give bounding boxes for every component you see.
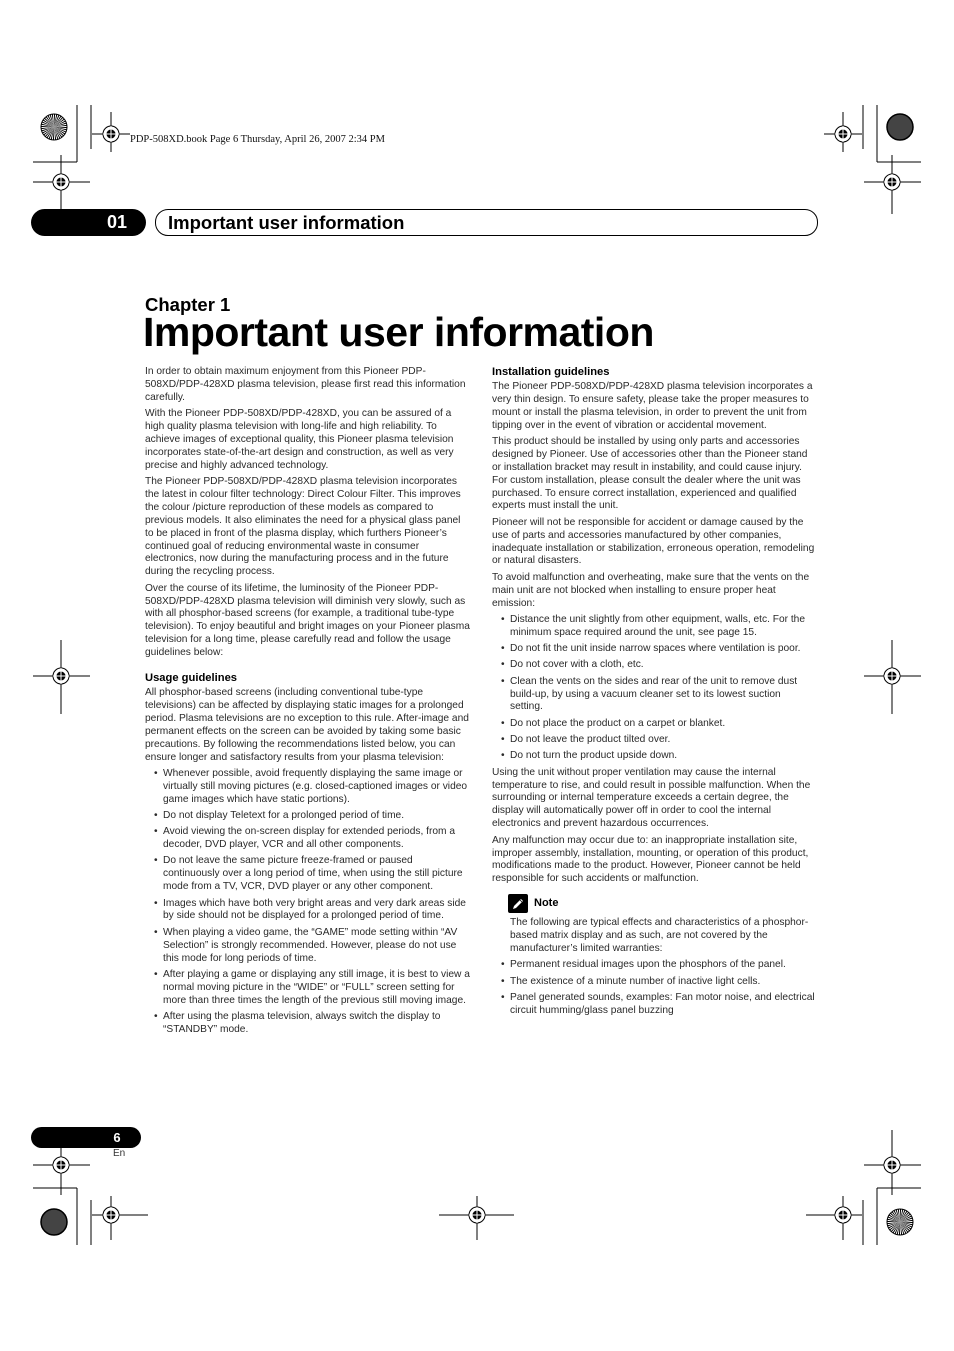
chapter-number: 01 — [107, 212, 128, 232]
pencil-note-icon — [508, 894, 528, 913]
print-header: PDP-508XD.book Page 6 Thursday, April 26, 2007 2:34 PM — [130, 134, 385, 145]
paragraph: With the Pioneer PDP-508XD/PDP-428XD, you can be assured of a high quality plasma television with long-life and high reliability. To achieve images of exceptional quality, this Pioneer plasma television incorporates state-of-the-art design and construction, as well as very precise and highly advanced technology. — [145, 408, 454, 471]
list-item: • Do not turn the product upside down. — [492, 750, 816, 763]
screen-target-icon — [887, 114, 913, 140]
registration-target-icon — [103, 1207, 119, 1223]
paragraph: Over the course of its lifetime, the luminosity of the Pioneer PDP-508XD/PDP-428XD plasma television will diminish very slowly, such as with all phosphor-based screens (for example, a traditional tube-type television). To enjoy beautiful and bright images on your Pioneer plasma television for a long time, please carefully read and follow the usage guidelines below: — [145, 582, 470, 659]
list-item: • Do not display Teletext for a prolonged period of time. — [145, 810, 470, 823]
list-item: • Distance the unit slightly from other equipment, walls, etc. For the minimum space required around the unit, see page 15. — [492, 614, 816, 640]
page-title: Important user information — [143, 309, 654, 355]
list-item: • After using the plasma television, always switch the display to “STANDBY” mode. — [145, 1011, 470, 1037]
page-number: 6 — [113, 1130, 121, 1145]
chapter-tab-title: Important user information — [168, 212, 405, 233]
paragraph: To avoid malfunction and overheating, make sure that the vents on the main unit are not blocked when installing to ensure proper heat emission: — [492, 571, 810, 609]
note-list — [492, 959, 816, 1017]
registration-target-icon — [103, 126, 119, 142]
list-item: • Do not fit the unit inside narrow spaces where ventilation is poor. — [492, 643, 816, 656]
list-item: • Do not cover with a cloth, etc. — [492, 659, 816, 672]
list-item: • Panel generated sounds, examples: Fan motor noise, and electrical circuit humming/glass panel buzzing — [492, 992, 816, 1018]
installation-guidelines-heading: Installation guidelines — [492, 366, 610, 378]
paragraph: In order to obtain maximum enjoyment from this Pioneer PDP-508XD/PDP-428XD plasma television, please first read this information carefully. — [145, 366, 466, 403]
star-target-icon — [887, 1209, 913, 1235]
paragraph: Any malfunction may occur due to: an inappropriate installation site, improper assembly, installation, mounting, or operation of this product, modifications made to the product. However, Pioneer cannot be held responsible for such accidents or malfunction. — [492, 834, 809, 885]
paragraph: All phosphor-based screens (including conventional tube-type televisions) can be affected by displaying static images for a prolonged period. Plasma televisions are no exception to this rule. After-image and permanent effects on the screen can be avoided by taking some basic precautions. By following the recommendations listed below, you can ensure longer and satisfactory results from your plasma television: — [145, 687, 469, 763]
note-title: Note — [534, 897, 559, 910]
registration-target-icon — [53, 668, 69, 684]
registration-target-icon — [884, 1157, 900, 1173]
note-header — [508, 894, 816, 913]
list-item: • Avoid viewing the on-screen display for extended periods, from a decoder, DVD player, VCR and all other components. — [145, 826, 470, 852]
list-item: • Do not leave the same picture freeze-framed or paused continuously over a long period of time, when using the still picture mode from a TV, VCR, DVD player or any other component. — [145, 855, 470, 894]
registration-target-icon — [835, 1207, 851, 1223]
registration-target-icon — [53, 174, 69, 190]
list-item: • When playing a video game, the “GAME” mode setting within “AV Selection” is strongly recommended. However, please do not use this mode for long periods of time. — [145, 927, 470, 966]
registration-target-icon — [469, 1207, 485, 1223]
registration-target-icon — [884, 668, 900, 684]
registration-target-icon — [53, 1157, 69, 1173]
registration-target-icon — [835, 126, 851, 142]
list-item: • After playing a game or displaying any still image, it is best to view a normal moving picture in the “WIDE” or “FULL” screen setting for more than three times the length of the previous still moving image. — [145, 969, 470, 1008]
chapter-label: Chapter 1 — [145, 294, 231, 315]
screen-target-icon — [41, 1209, 67, 1235]
list-item: • The existence of a minute number of inactive light cells. — [492, 976, 816, 989]
list-item: • Images which have both very bright areas and very dark areas side by side should not be displayed for a prolonged period of time. — [145, 898, 470, 924]
note-body: The following are typical effects and characteristics of a phosphor-based matrix display and as such, are not covered by the manufacturer’s limited warranties: — [510, 917, 809, 955]
list-item: • Permanent residual images upon the phosphors of the panel. — [492, 959, 816, 972]
right-column — [492, 366, 816, 1021]
usage-guidelines-list — [145, 768, 470, 1037]
page-language: En — [113, 1148, 126, 1159]
paragraph: Using the unit without proper ventilation may cause the internal temperature to rise, and could result in possible malfunction. When the surrounding or internal temperature exceeds a certain degree, the display will automatically power off in order to cool the internal electronics and prevent hazardous occurrences. — [492, 766, 811, 830]
list-item: • Clean the vents on the sides and rear of the unit to remove dust build-up, by using a vacuum cleaner set to its lowest suction setting. — [492, 676, 816, 715]
left-column — [145, 366, 470, 1040]
paragraph: The Pioneer PDP-508XD/PDP-428XD plasma television incorporates the latest in colour filter technology: Direct Colour Filter. This improves the colour /picture reproduction of these models as compared to previous models. It also eliminates the need for a physical glass panel to be placed in front of the plasma display, which furthers Pioneer’s continued goal of reducing environmental waste in consumer electronics, now during the manufacturing process and in the future during the recycling process. — [145, 476, 461, 578]
star-target-icon — [41, 114, 67, 140]
registration-target-icon — [884, 174, 900, 190]
list-item: • Whenever possible, avoid frequently displaying the same image or virtually still moving pictures (e.g. closed-captioned images or video game images which have static portions). — [145, 768, 470, 807]
list-item: • Do not leave the product tilted over. — [492, 734, 816, 747]
list-item: • Do not place the product on a carpet or blanket. — [492, 718, 816, 731]
paragraph: Pioneer will not be responsible for accident or damage caused by the use of parts and accessories manufactured by other companies, inadequate installation or stabilization, erroneous operation, remodeling or natural disasters. — [492, 516, 815, 567]
usage-guidelines-heading: Usage guidelines — [145, 672, 238, 685]
paragraph: The Pioneer PDP-508XD/PDP-428XD plasma television incorporates a very thin design. To ensure safety, please take the proper measures to mount or install the plasma television, in order to prevent the unit from tipping over in the event of vibration or accidental movement. — [492, 380, 813, 431]
paragraph: This product should be installed by using only parts and accessories designed by Pioneer. Use of accessories other than the Pioneer stand or installation bracket may result in instability, and could cause injury. For custom installation, please consult the dealer where the unit was purchased. To ensure correct installation, experienced and qualified experts must install the unit. — [492, 435, 808, 512]
installation-guidelines-list — [492, 614, 816, 763]
